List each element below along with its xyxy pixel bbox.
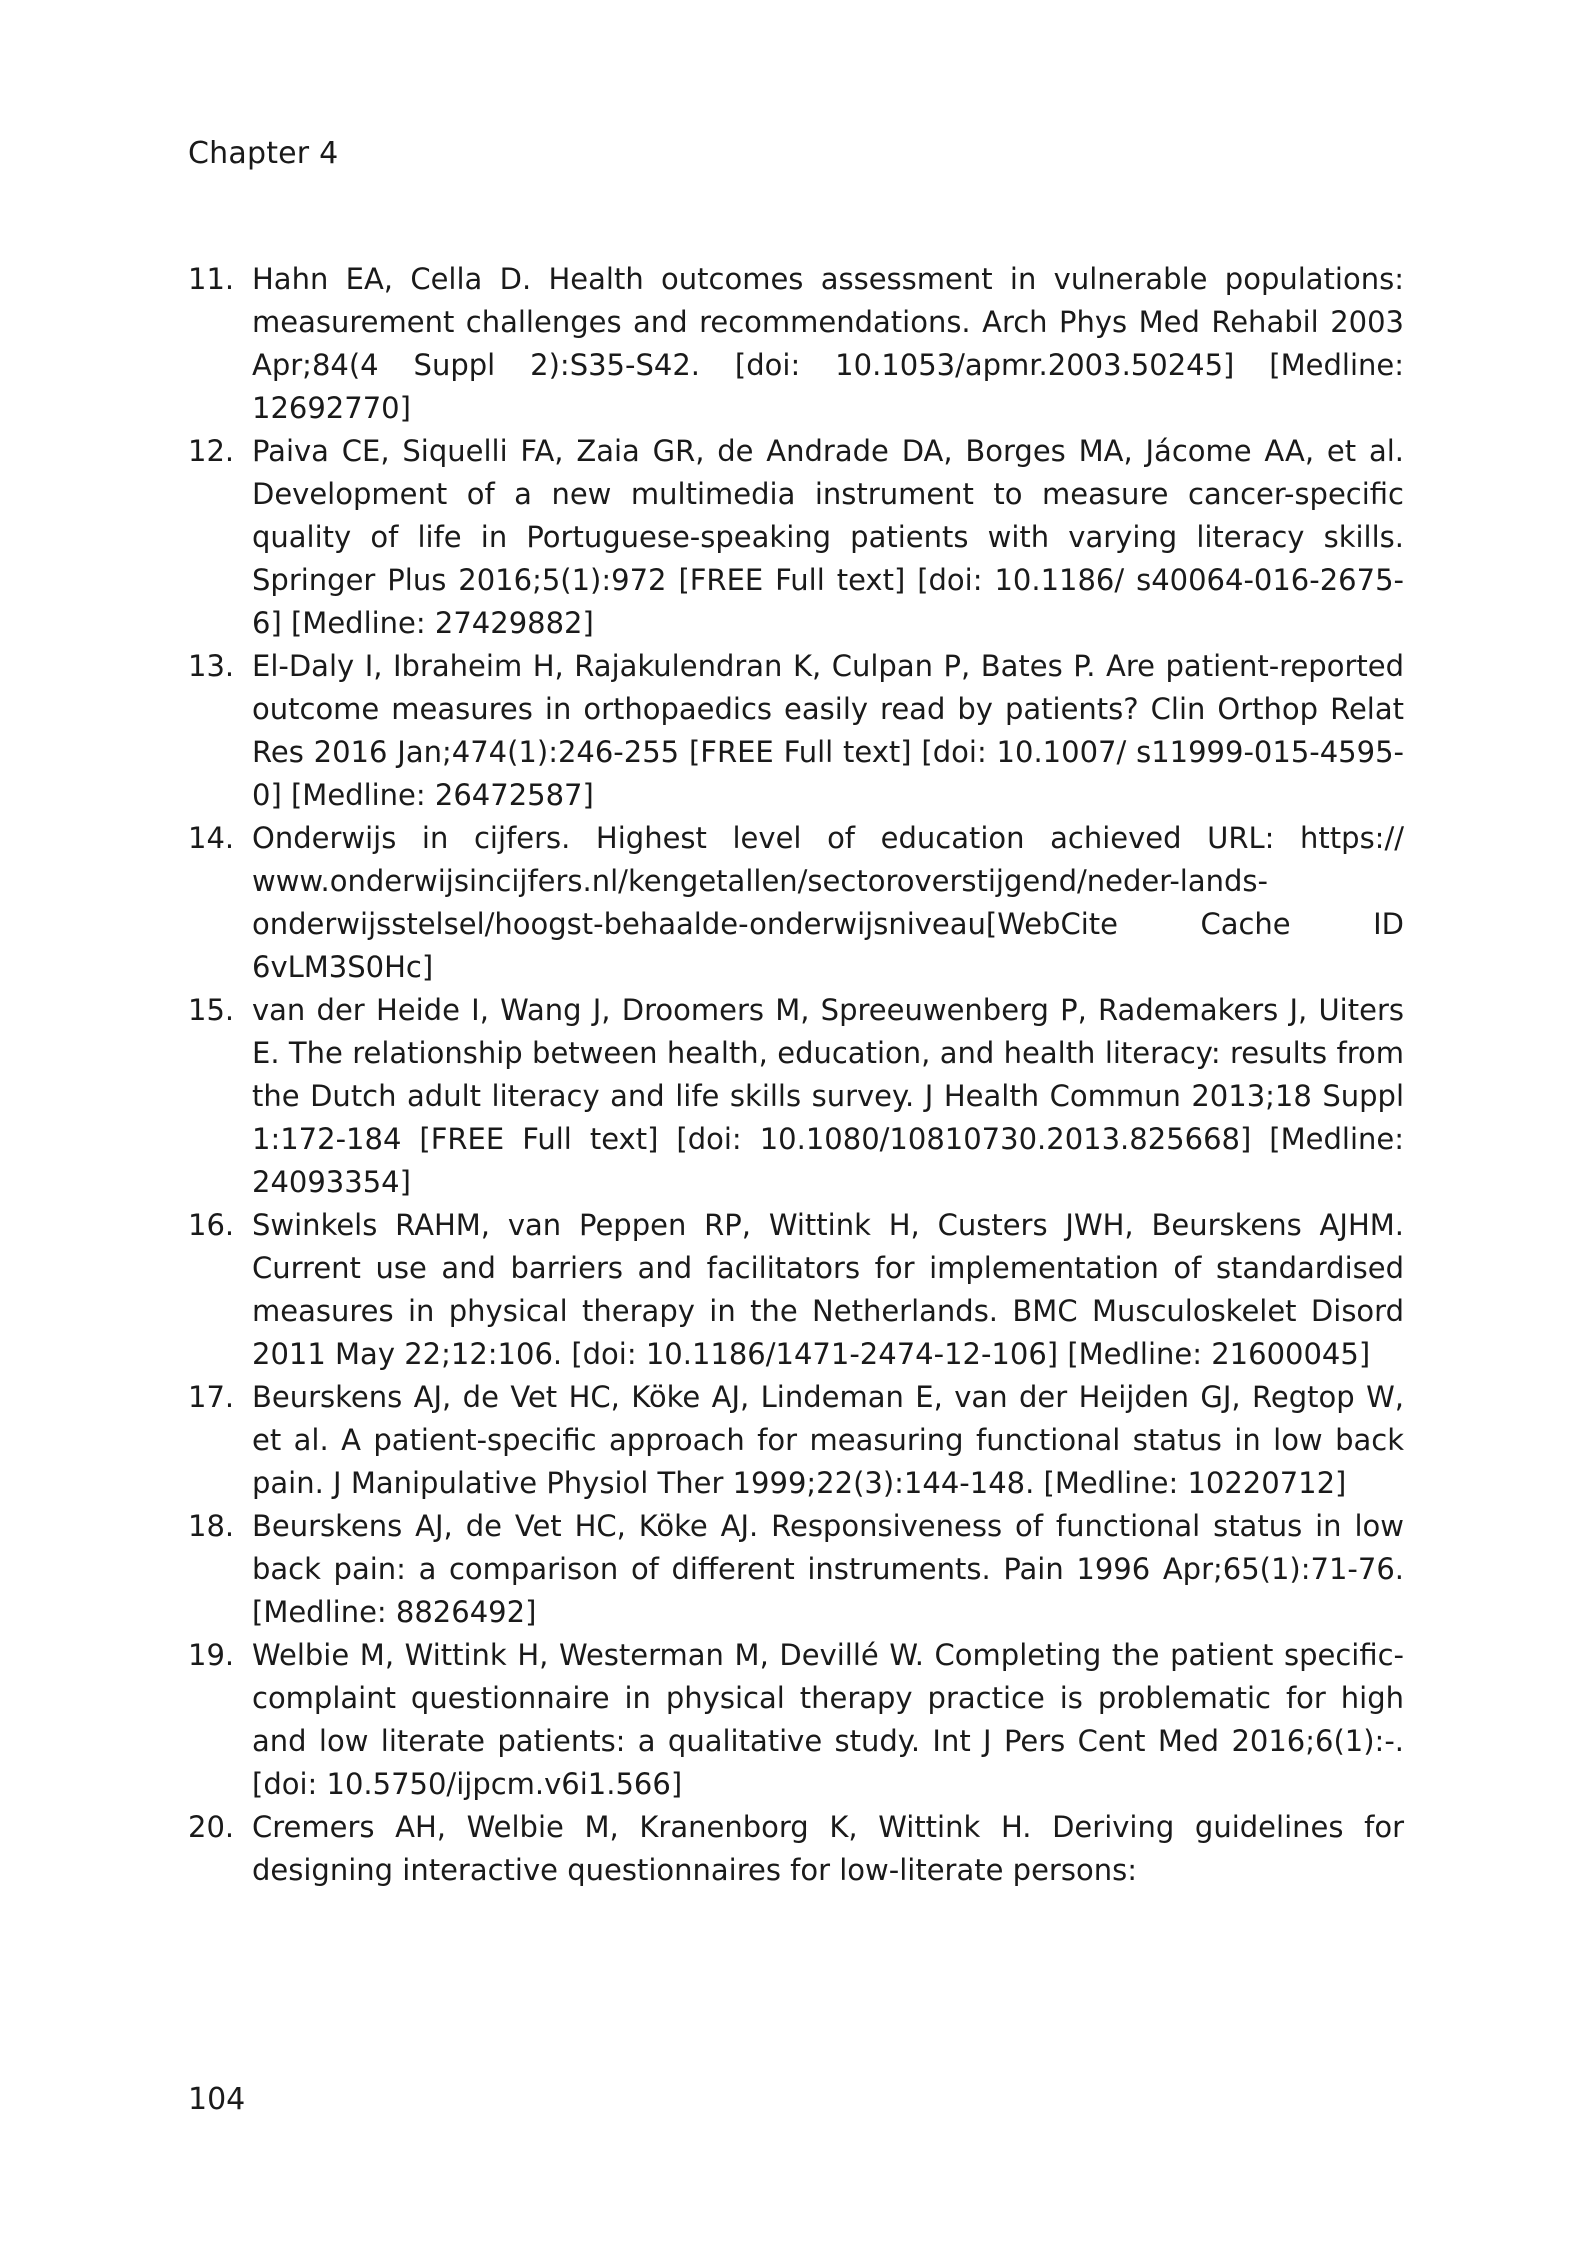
reference-text: Cremers AH, Welbie M, Kranenborg K, Wittink H. Deriving guidelines for designing interactive questionnaires for low-literate persons: [252, 1810, 1404, 1887]
reference-number: 18. [188, 1509, 235, 1543]
reference-item [188, 1806, 1404, 1892]
reference-number: 19. [188, 1638, 235, 1672]
reference-item [188, 989, 1404, 1204]
reference-item [188, 258, 1404, 430]
reference-text: Welbie M, Wittink H, Westerman M, Devillé W. Completing the patient specific-complaint questionnaire in physical therapy practice is problematic for high and low literate patients: a qualitative study. Int J Pers Cent Med 2016;6(1):-. [doi: 10.5750/ijpcm.v6i1.566] [252, 1638, 1404, 1801]
reference-item [188, 817, 1404, 989]
reference-item [188, 1376, 1404, 1505]
reference-number: 17. [188, 1380, 235, 1414]
reference-number: 15. [188, 993, 235, 1027]
reference-item [188, 1634, 1404, 1806]
reference-text: El-Daly I, Ibraheim H, Rajakulendran K, Culpan P, Bates P. Are patient-reported outcome measures in orthopaedics easily read by patients? Clin Orthop Relat Res 2016 Jan;474(1):246-255 [FREE Full text] [doi: 10.1007/ s11999-015-4595-0] [Medline: 26472587] [252, 649, 1404, 812]
reference-number: 12. [188, 434, 235, 468]
reference-number: 16. [188, 1208, 235, 1242]
reference-number: 11. [188, 262, 235, 296]
reference-text: Beurskens AJ, de Vet HC, Köke AJ. Responsiveness of functional status in low back pain: a comparison of different instruments. Pain 1996 Apr;65(1):71-76. [Medline: 8826492] [252, 1509, 1404, 1629]
reference-text: Beurskens AJ, de Vet HC, Köke AJ, Lindeman E, van der Heijden GJ, Regtop W, et al. A patient-specific approach for measuring functional status in low back pain. J Manipulative Physiol Ther 1999;22(3):144-148. [Medline: 10220712] [252, 1380, 1404, 1500]
reference-item [188, 430, 1404, 645]
reference-list [188, 258, 1404, 1892]
reference-item [188, 645, 1404, 817]
reference-number: 14. [188, 821, 235, 855]
reference-text: Onderwijs in cijfers. Highest level of education achieved URL: https:// www.onderwijsincijfers.nl/kengetallen/sectoroverstijgend/neder-lands-onderwijsstelsel/hoogst-behaalde-onderwijsniveau[WebCite Cache ID 6vLM3S0Hc] [252, 821, 1404, 984]
reference-number: 13. [188, 649, 235, 683]
reference-item [188, 1204, 1404, 1376]
page-number: 104 [188, 2082, 246, 2117]
reference-number: 20. [188, 1810, 235, 1844]
running-head: Chapter 4 [188, 136, 339, 171]
reference-text: Swinkels RAHM, van Peppen RP, Wittink H, Custers JWH, Beurskens AJHM. Current use and barriers and facilitators for implementation of standardised measures in physical therapy in the Netherlands. BMC Musculoskelet Disord 2011 May 22;12:106. [doi: 10.1186/1471-2474-12-106] [Medline: 21600045] [252, 1208, 1404, 1371]
reference-item [188, 1505, 1404, 1634]
reference-text: Paiva CE, Siquelli FA, Zaia GR, de Andrade DA, Borges MA, Jácome AA, et al. Development of a new multimedia instrument to measure cancer-specific quality of life in Portuguese-speaking patients with varying literacy skills. Springer Plus 2016;5(1):972 [FREE Full text] [doi: 10.1186/ s40064-016-2675-6] [Medline: 27429882] [252, 434, 1404, 640]
reference-text: van der Heide I, Wang J, Droomers M, Spreeuwenberg P, Rademakers J, Uiters E. The relationship between health, education, and health literacy: results from the Dutch adult literacy and life skills survey. J Health Commun 2013;18 Suppl 1:172-184 [FREE Full text] [doi: 10.1080/10810730.2013.825668] [Medline: 24093354] [252, 993, 1404, 1199]
reference-text: Hahn EA, Cella D. Health outcomes assessment in vulnerable populations: measurement challenges and recommendations. Arch Phys Med Rehabil 2003 Apr;84(4 Suppl 2):S35-S42. [doi: 10.1053/apmr.2003.50245] [Medline: 12692770] [252, 262, 1404, 425]
